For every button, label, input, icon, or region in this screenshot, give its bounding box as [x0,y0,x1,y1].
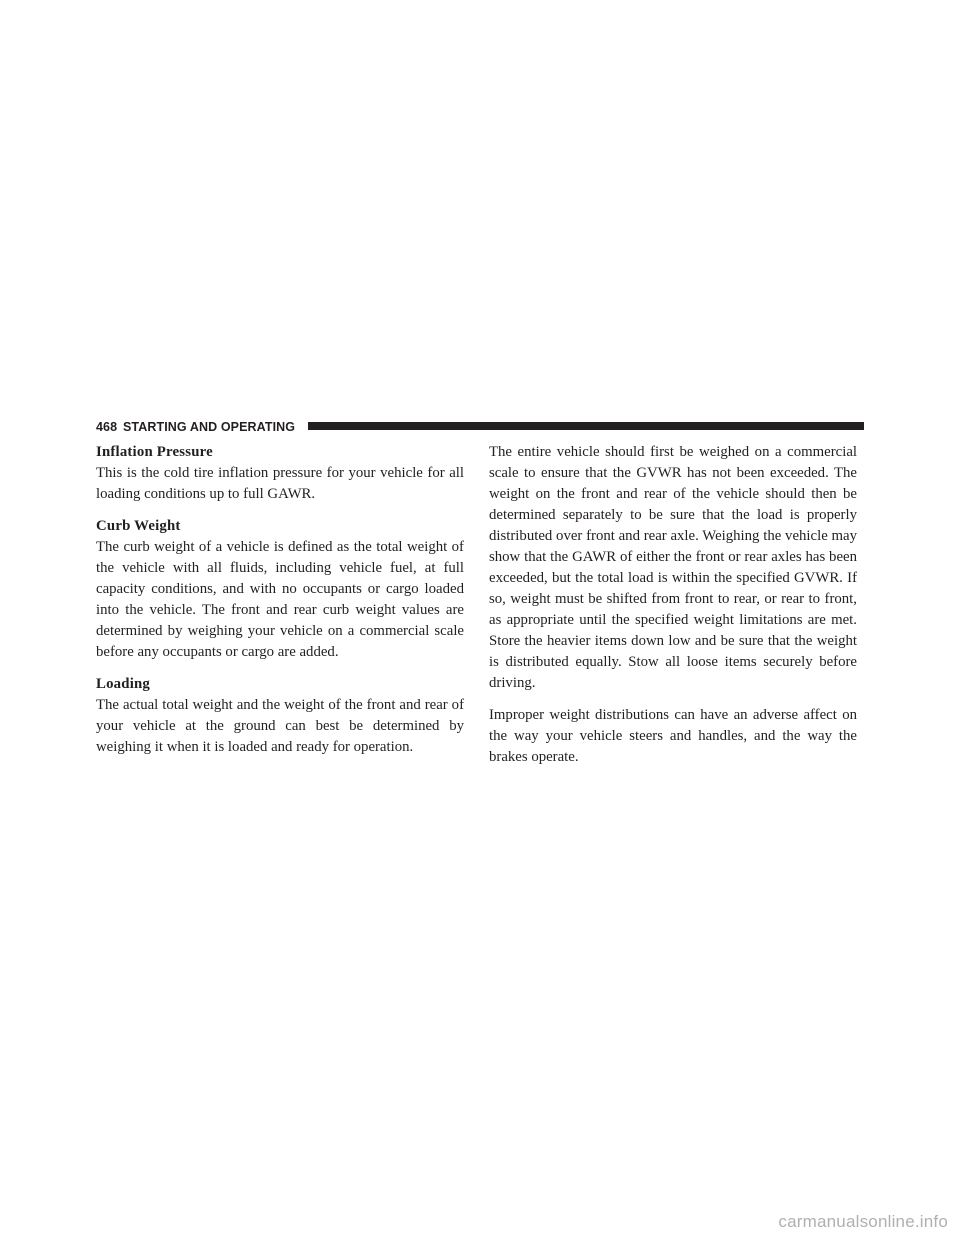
header-rule [308,422,864,430]
loading-body: The actual total weight and the weight of the front and rear of your vehicle at the ground can best be determined by weighing it when it is loaded and ready for operation. [96,697,464,755]
section-title: STARTING AND OPERATING [123,420,296,434]
page-header [96,419,864,435]
curb-weight-heading: Curb Weight [96,518,181,534]
curb-weight-body: The curb weight of a vehicle is defined as the total weight of the vehicle with all fluids, including vehicle fuel, at full capacity conditions, and with no occupants or cargo loaded into the vehicle. The front and rear curb weight values are determined by weighing your vehicle on a commercial scale before any occupants or cargo are added. [96,539,464,660]
inflation-pressure-body: This is the cold tire inflation pressure for your vehicle for all loading conditions up to full GAWR. [96,465,464,502]
site-watermark: carmanualsonline.info [778,1212,948,1231]
loading-section [96,674,464,758]
loading-heading: Loading [96,676,151,692]
inflation-pressure-section [96,442,464,505]
right-column [489,442,857,768]
left-column [96,442,464,758]
page-number: 468 [96,420,118,434]
inflation-pressure-heading: Inflation Pressure [96,444,213,460]
weighing-paragraph: The entire vehicle should first be weighed on a commercial scale to ensure that the GVWR has not been exceeded. The weight on the front and rear of the vehicle should then be determined separately to be sure that the load is properly distributed over front and rear axle. Weighing the vehicle may show that the GAWR of either the front or rear axles has been exceeded, but the total load is within the specified GVWR. If so, weight must be shifted from front to rear, or rear to front, as appropriate until the specified weight limitations are met. Store the heavier items down low and be sure that the weight is distributed equally. Stow all loose items securely before driving. [489,444,857,691]
curb-weight-section [96,516,464,663]
weight-distribution-paragraph: Improper weight distributions can have an adverse affect on the way your vehicle steers and handles, and the way the brakes operate. [489,707,857,765]
